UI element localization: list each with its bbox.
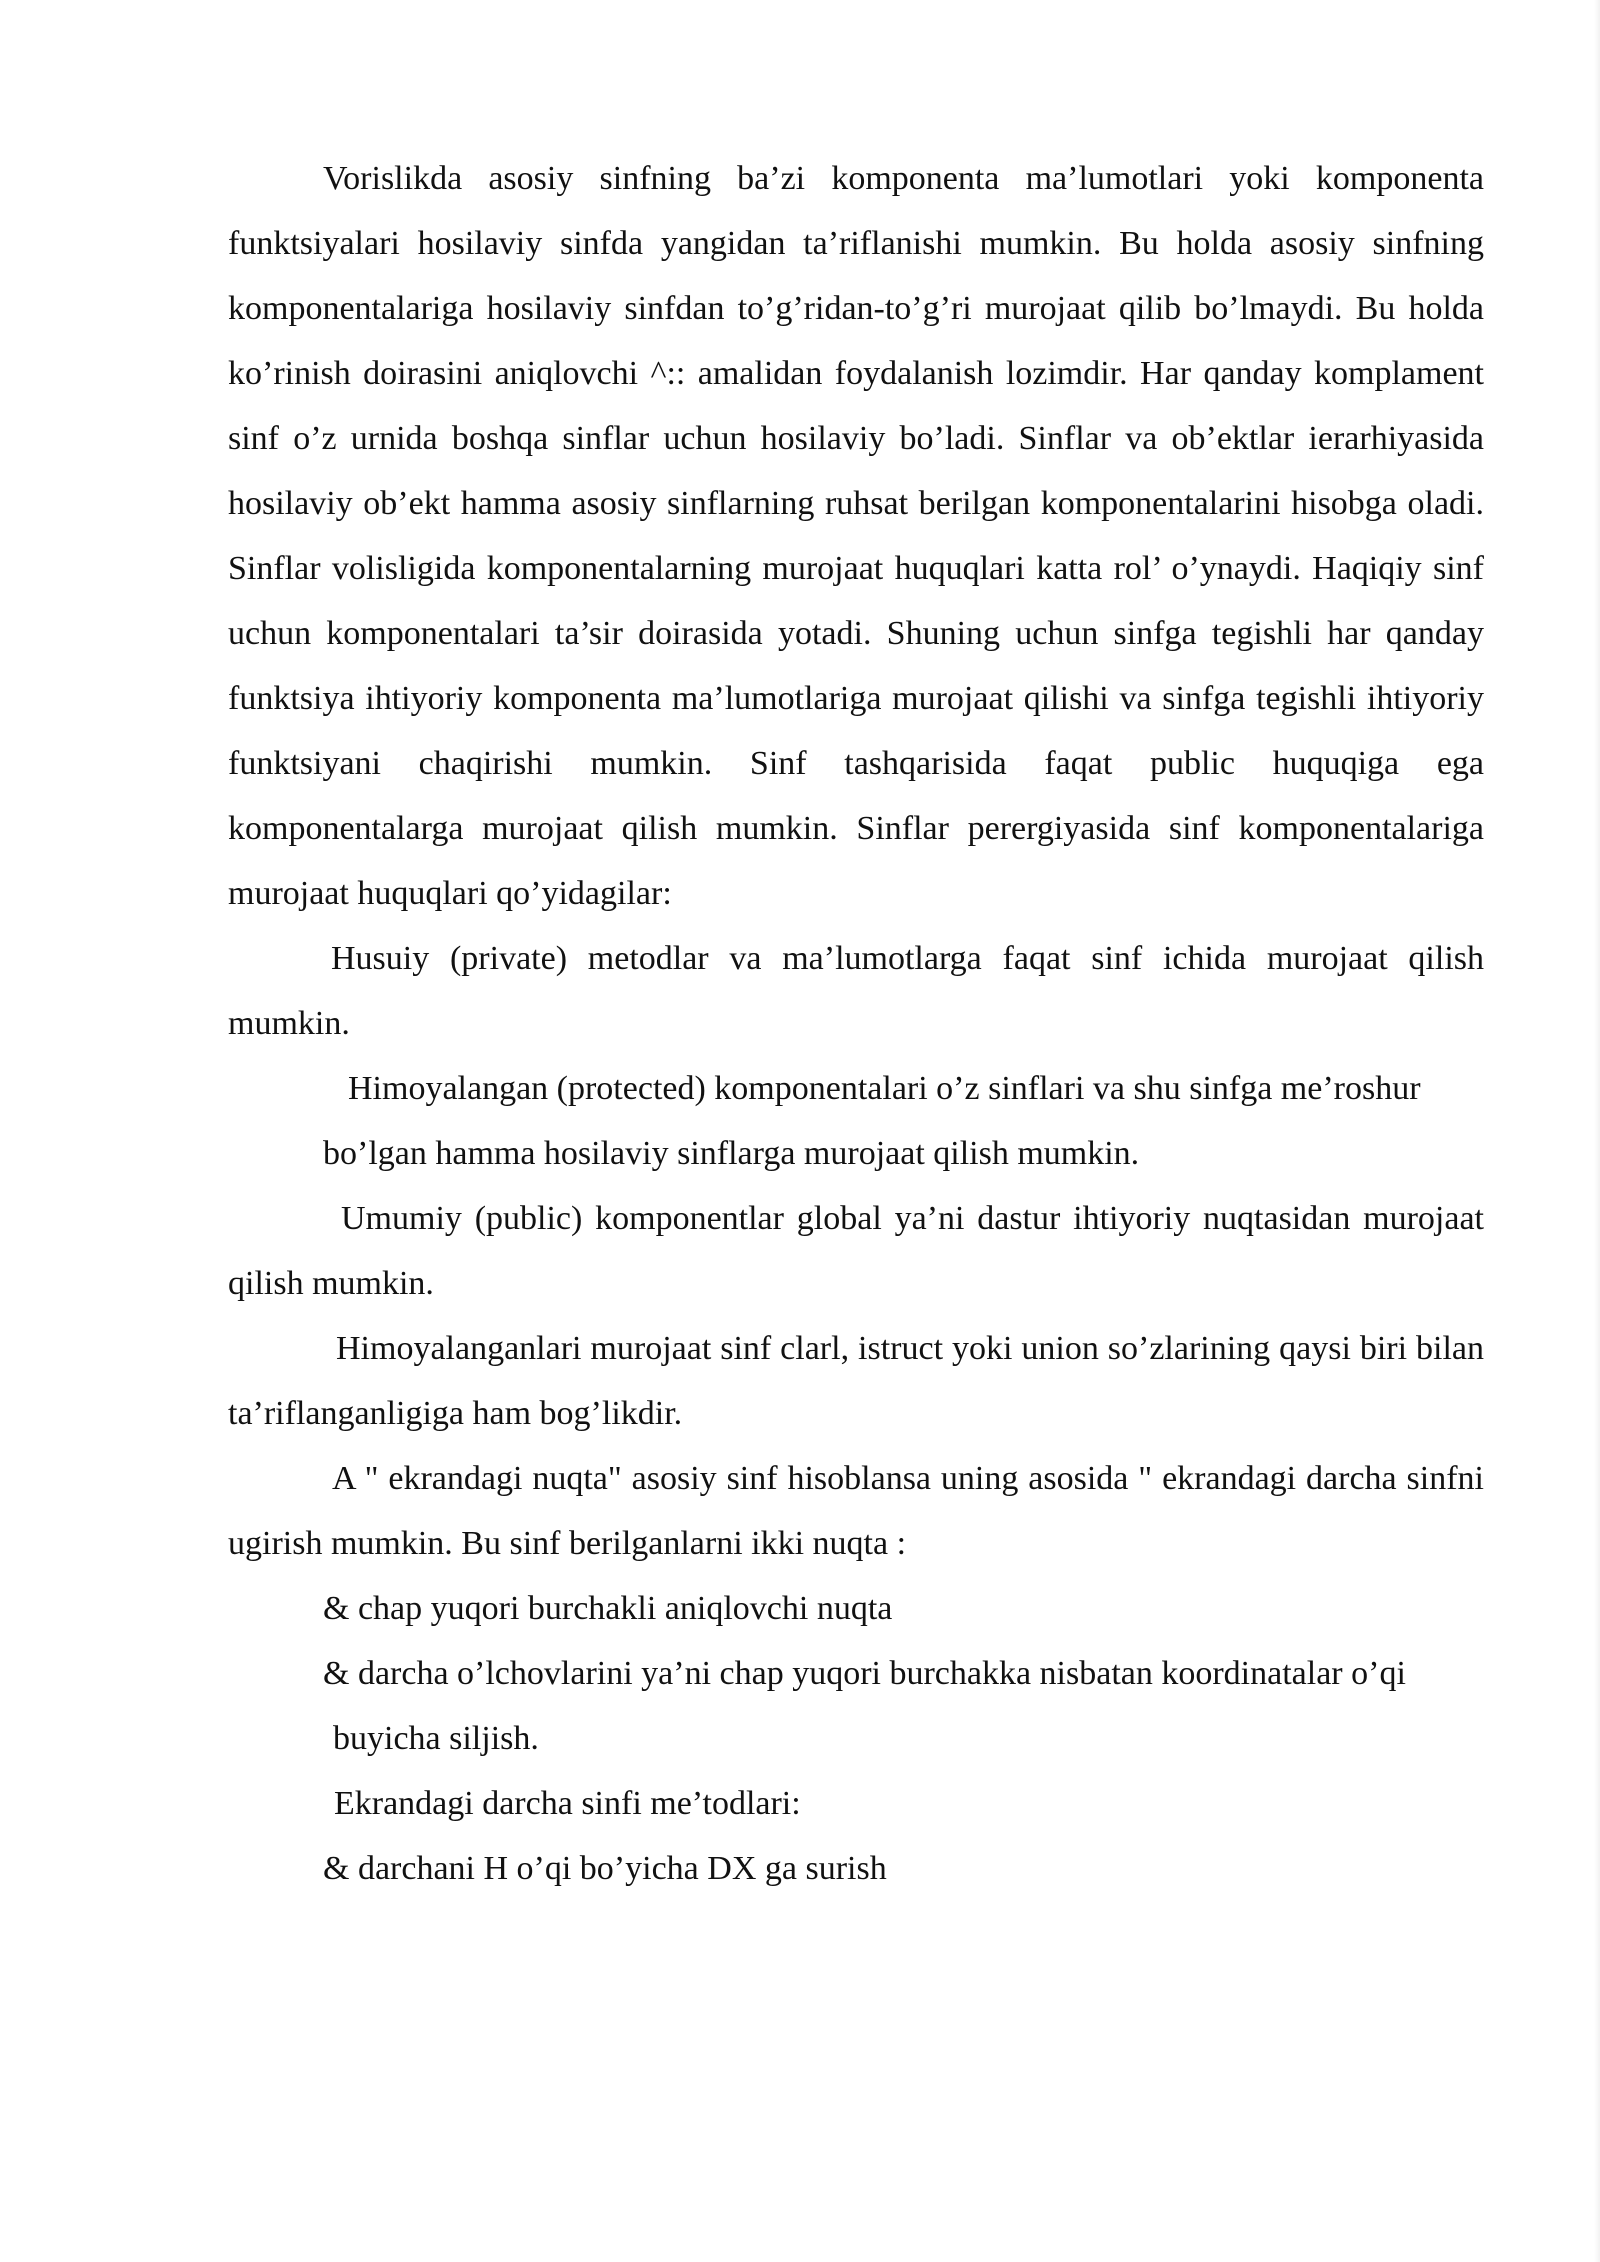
paragraph-inheritance: Vorislikda asosiy sinfning ba’zi komponenta ma’lumotlari yoki komponenta funktsiyalari hosilaviy sinfda yangidan ta’riflanishi mumkin. Bu holda asosiy sinfning komponentalariga hosilaviy sinfdan to’g’ridan-to’g’ri murojaat qilib bo’lmaydi. Bu holda ko’rinish doirasini aniqlovchi ^:: amalidan foydalanish lozimdir. Har qanday komplament sinf o’z urnida boshqa sinflar uchun hosilaviy bo’ladi. Sinflar va ob’ektlar ierarhiyasida hosilaviy ob’ekt hamma asosiy sinflarning ruhsat berilgan komponentalarini hisobga oladi. Sinflar volisligida komponentalarning murojaat huquqlari katta rol’ o’ynaydi. Haqiqiy sinf uchun komponentalari ta’sir doirasida yotadi. Shuning uchun sinfga tegishli har qanday funktsiya ihtiyoriy komponenta ma’lumotlariga murojaat qilishi va sinfga tegishli ihtiyoriy funktsiyani chaqirishi mumkin. Sinf tashqarisida faqat public huquqiga ega komponentalarga murojaat qilish mumkin. Sinflar perergiyasida sinf komponentalariga murojaat huquqlari qo’yidagilar:	[228, 160, 1484, 912]
list-item-window-dimensions: & darcha o’lchovlarini ya’ni chap yuqori burchakka nisbatan koordinatalar o’qi	[323, 1655, 1406, 1692]
paragraph-protected-continuation: bo’lgan hamma hosilaviy sinflarga murojaat qilish mumkin.	[323, 1135, 1140, 1172]
paragraph-public: Umumiy (public) komponentlar global ya’ni dastur ihtiyoriy nuqtasidan murojaat qilish mumkin.	[228, 1200, 1484, 1302]
list-item-move-window: & darchani H o’qi bo’yicha DX ga surish	[323, 1850, 887, 1887]
list-item-top-left-point: & chap yuqori burchakli aniqlovchi nuqta	[323, 1590, 893, 1627]
document-body	[228, 146, 1484, 1901]
paragraph-private: Husuiy (private) metodlar va ma’lumotlarga faqat sinf ichida murojaat qilish mumkin.	[228, 940, 1484, 1042]
page-edge-shadow	[1594, 0, 1600, 2262]
paragraph-screen-point: A " ekrandagi nuqta" asosiy sinf hisoblansa uning asosida " ekrandagi darcha sinfni ugirish mumkin. Bu sinf berilganlarni ikki nuqta :	[228, 1460, 1484, 1562]
list-item-window-dimensions-continuation: buyicha siljish.	[333, 1720, 539, 1757]
paragraph-access-keywords: Himoyalanganlari murojaat sinf clarl, istruct yoki union so’zlarining qaysi biri bilan ta’riflanganligiga ham bog’likdir.	[228, 1330, 1484, 1432]
paragraph-protected: Himoyalangan (protected) komponentalari o’z sinflari va shu sinfga me’roshur	[348, 1070, 1421, 1107]
paragraph-window-methods-heading: Ekrandagi darcha sinfi me’todlari:	[334, 1785, 801, 1822]
